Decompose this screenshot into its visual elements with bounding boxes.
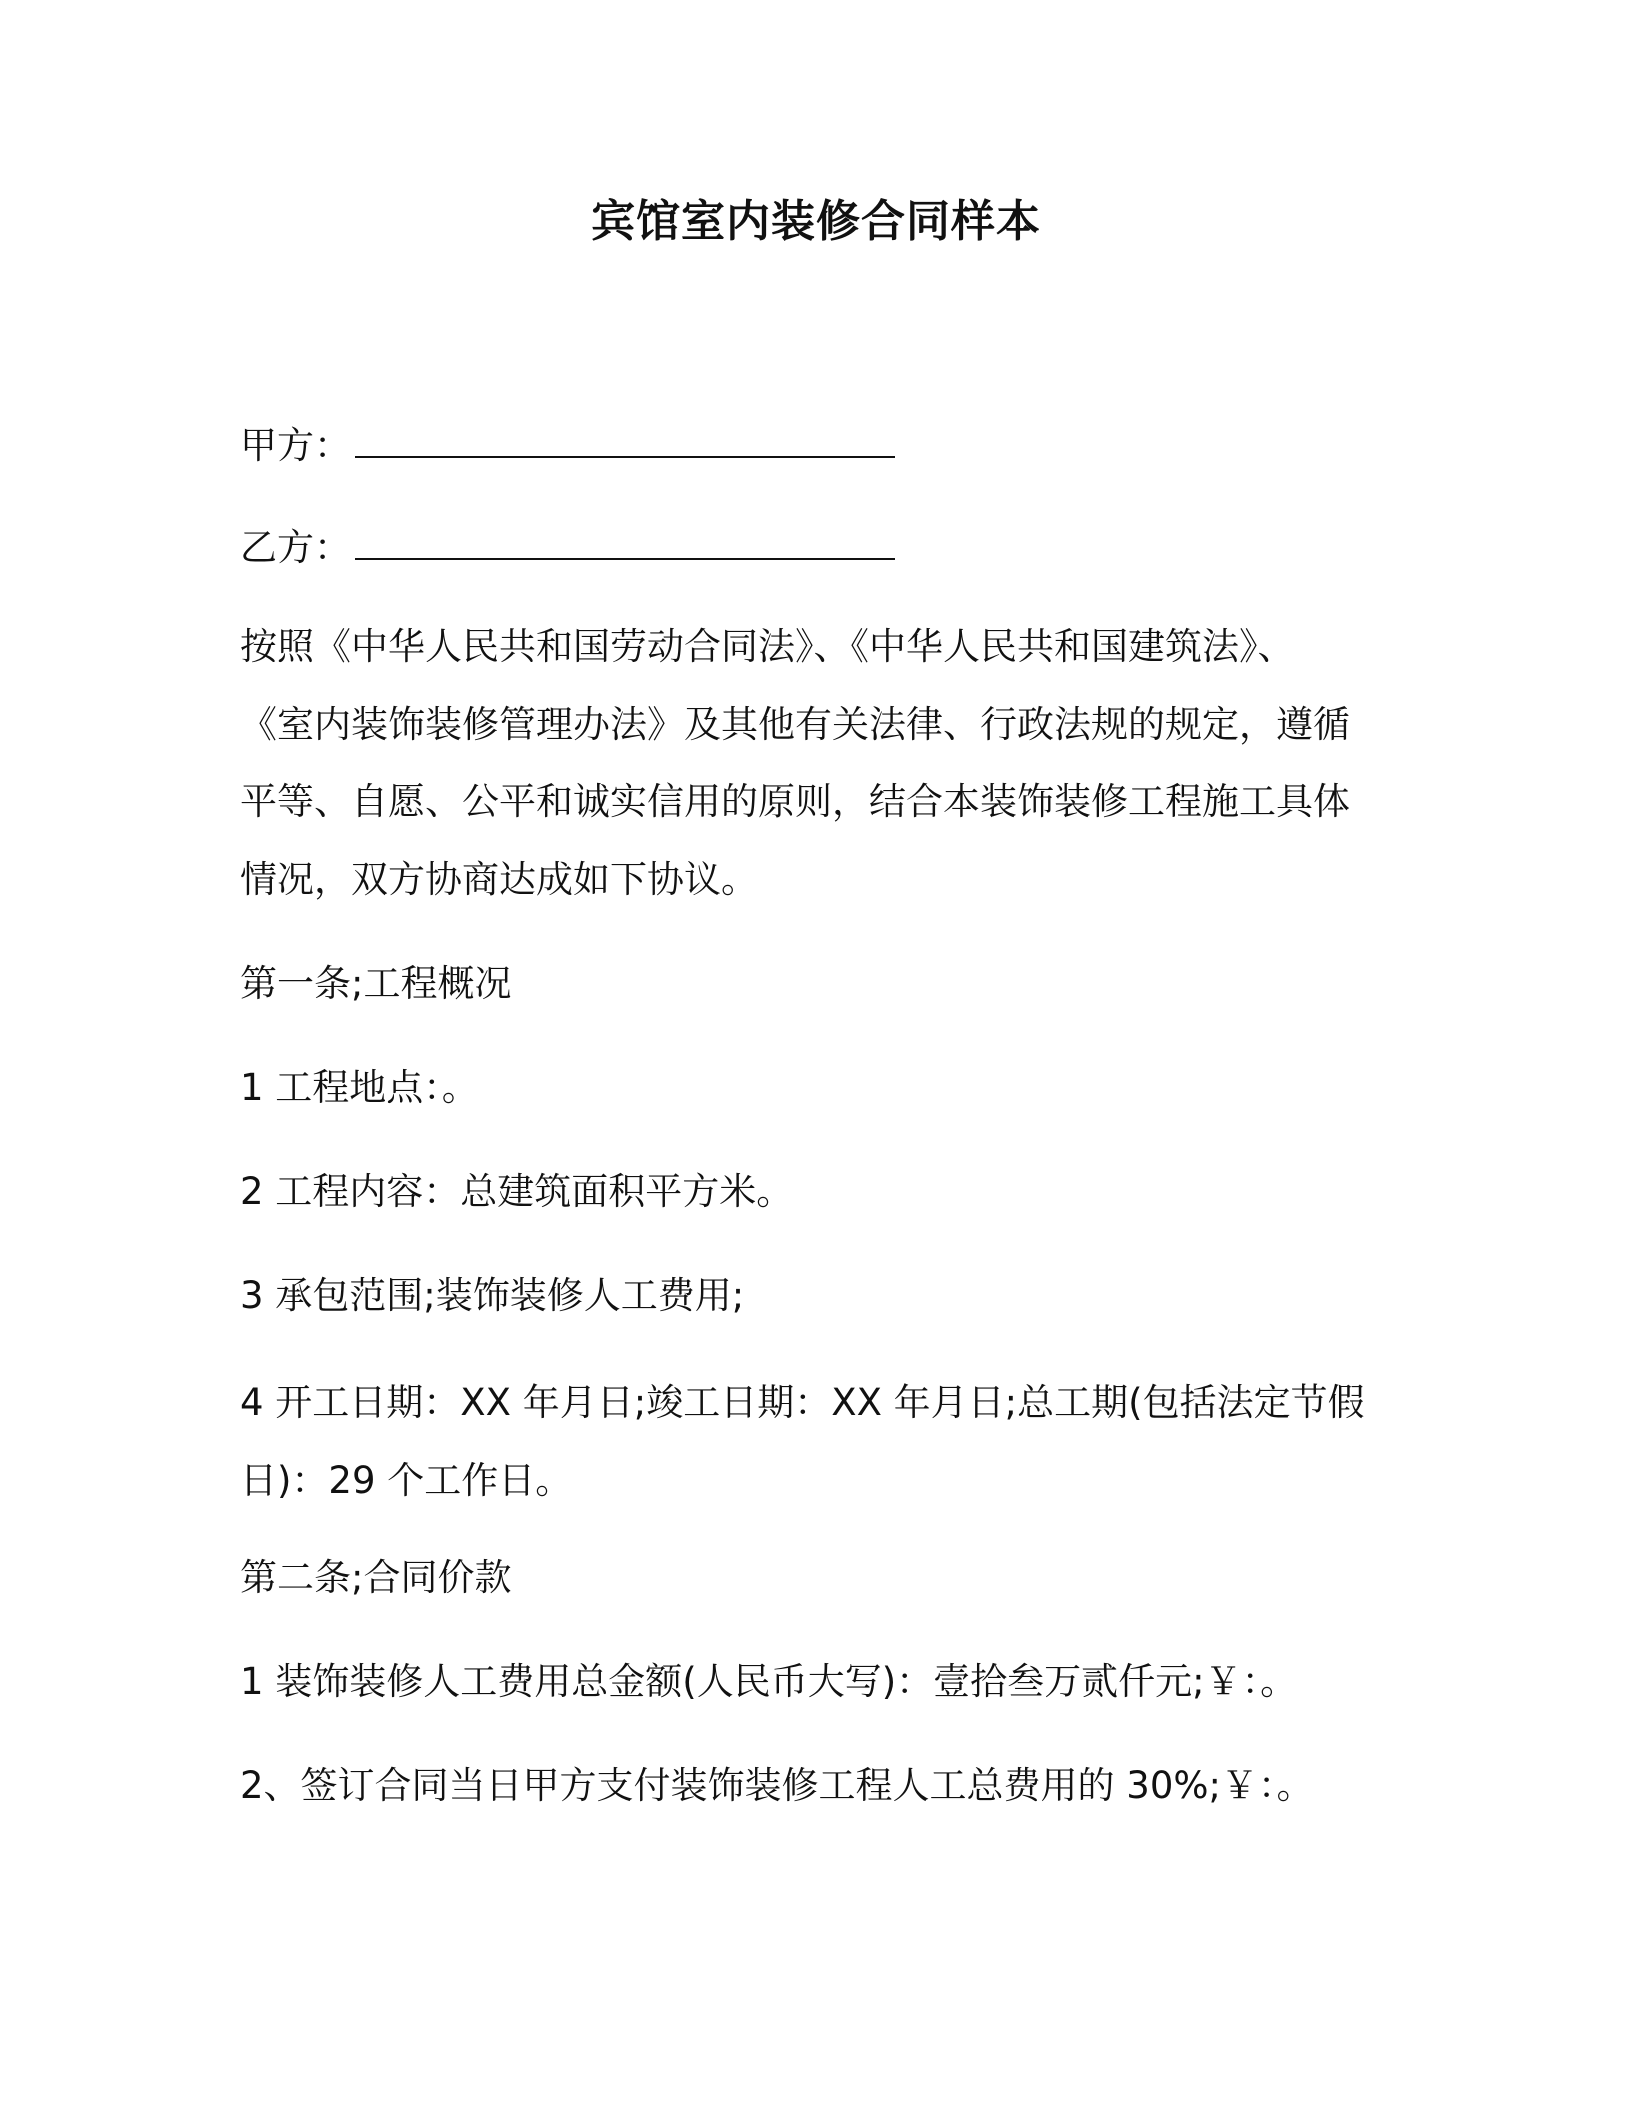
document-title: 宾馆室内装修合同样本 [591,196,1041,247]
intro-line: 《室内装饰装修管理办法》及其他有关法律、行政法规的规定，遵循 [240,702,1350,746]
article2-item: 2、签订合同当日甲方支付装饰装修工程人工总费用的 30%;￥：。 [240,1764,1314,1807]
party-b-blank [355,522,895,560]
article1-item: 3 承包范围;装饰装修人工费用; [240,1274,745,1317]
party-b-label: 乙方： [240,526,351,569]
article1-heading: 第一条;工程概况 [240,962,512,1005]
article1-item4-line: 日)：29 个工作日。 [240,1458,573,1502]
intro-line: 平等、自愿、公平和诚实信用的原则，结合本装饰装修工程施工具体 [240,780,1350,823]
intro-line: 按照《中华人民共和国劳动合同法》、《中华人民共和国建筑法》、 [240,625,1295,668]
party-b-line [240,522,895,574]
party-a-line [240,420,895,472]
party-a-blank [355,420,895,458]
article1-item4 [240,1364,1365,1519]
article2-item: 1 装饰装修人工费用总金额(人民币大写)：壹拾叁万贰仟元;￥：。 [240,1660,1298,1703]
article1-item4-line: 4 开工日期：XX 年月日;竣工日期：XX 年月日;总工期(包括法定节假 [240,1381,1365,1424]
article2-heading: 第二条;合同价款 [240,1556,512,1599]
article1-item: 1 工程地点：。 [240,1066,479,1109]
article1-item: 2 工程内容：总建筑面积平方米。 [240,1170,794,1213]
party-a-label: 甲方： [240,424,351,467]
intro-line: 情况，双方协商达成如下协议。 [240,857,758,901]
intro-paragraph [240,608,1360,918]
